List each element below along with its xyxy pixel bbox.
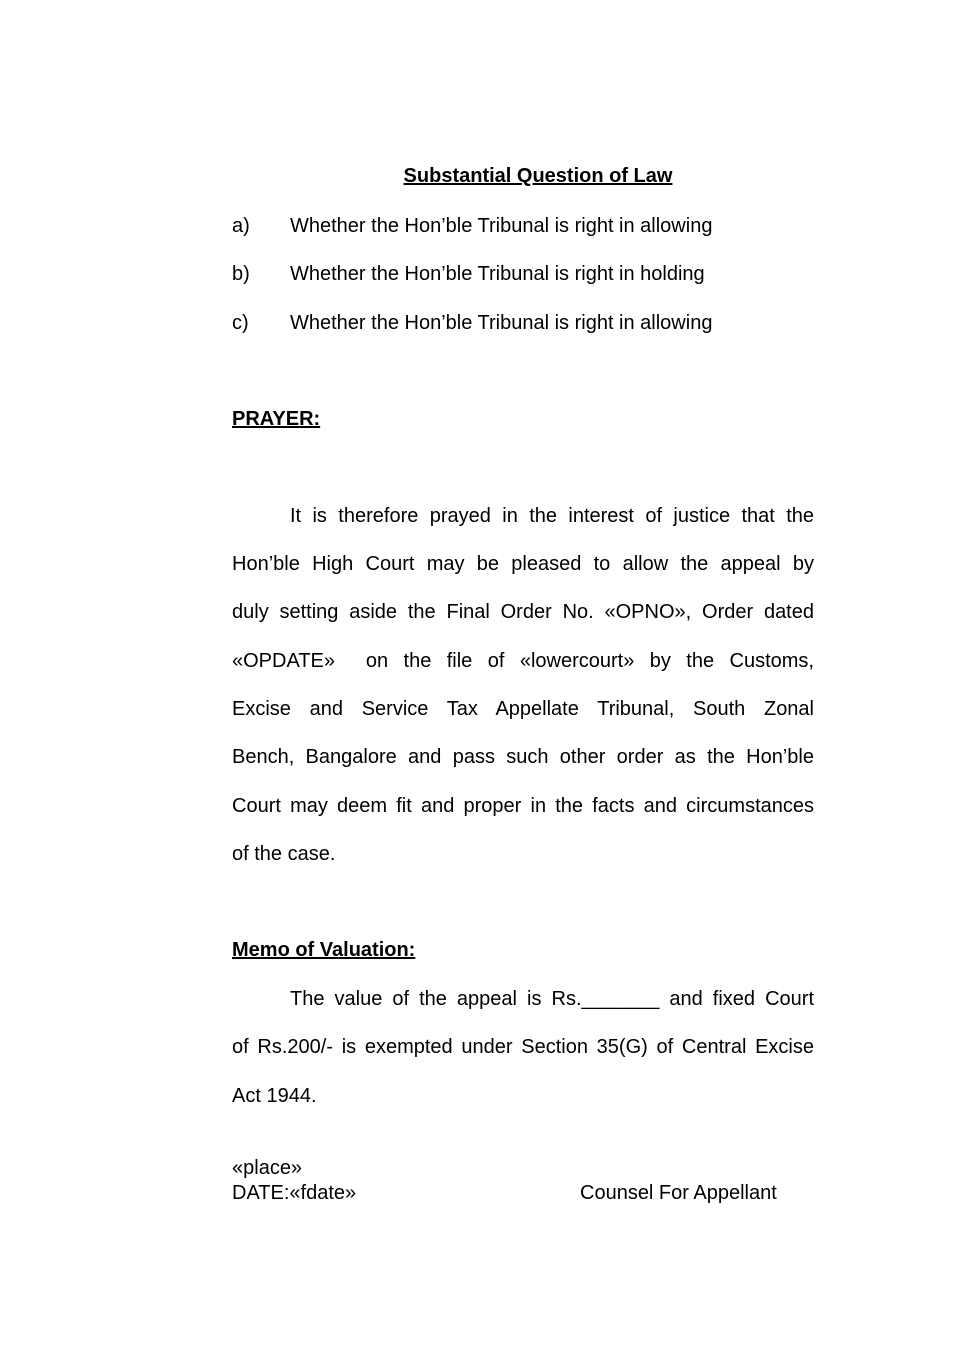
date-line: DATE:«fdate» bbox=[232, 1182, 357, 1204]
prayer-line: It is therefore prayed in the interest of justice that the bbox=[290, 505, 814, 527]
prayer-line: «OPDATE» on the file of «lowercourt» by the Customs, bbox=[232, 650, 814, 672]
prayer-line: Excise and Service Tax Appellate Tribunal, South Zonal bbox=[232, 698, 814, 720]
place-placeholder: «place» bbox=[232, 1157, 303, 1179]
prayer-line: Court may deem fit and proper in the facts and circumstances bbox=[232, 795, 814, 817]
memo-line: of Rs.200/- is exempted under Section 35(G) of Central Excise bbox=[232, 1036, 814, 1058]
prayer-line: duly setting aside the Final Order No. «OPNO», Order dated bbox=[232, 601, 814, 623]
question-label-b: b) bbox=[232, 263, 250, 285]
question-label-c: c) bbox=[232, 312, 249, 334]
prayer-line: Bench, Bangalore and pass such other order as the Hon’ble bbox=[232, 746, 814, 768]
document-title: Substantial Question of Law bbox=[403, 165, 673, 187]
prayer-line: Hon’ble High Court may be pleased to allow the appeal by bbox=[232, 553, 814, 575]
question-text-b: Whether the Hon’ble Tribunal is right in holding bbox=[290, 263, 705, 285]
counsel-signature: Counsel For Appellant bbox=[580, 1182, 777, 1204]
memo-line: The value of the appeal is Rs._______ and fixed Court bbox=[290, 988, 814, 1010]
question-label-a: a) bbox=[232, 215, 250, 237]
memo-line: Act 1944. bbox=[232, 1085, 317, 1107]
memo-heading: Memo of Valuation: bbox=[232, 939, 416, 961]
prayer-heading: PRAYER: bbox=[232, 408, 321, 430]
prayer-line: of the case. bbox=[232, 843, 336, 865]
question-text-a: Whether the Hon’ble Tribunal is right in allowing bbox=[290, 215, 713, 237]
question-text-c: Whether the Hon’ble Tribunal is right in allowing bbox=[290, 312, 713, 334]
